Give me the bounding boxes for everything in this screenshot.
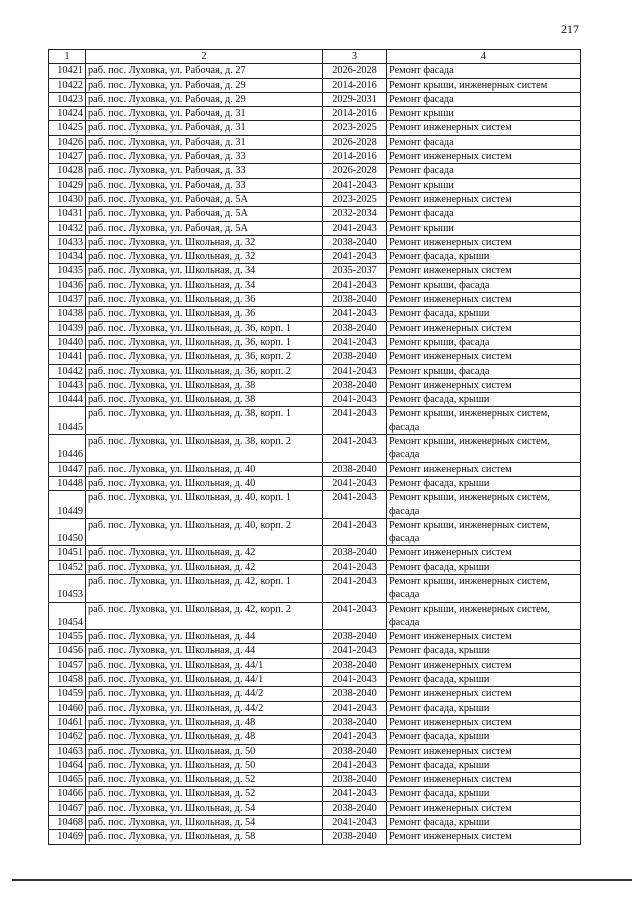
address-cell: раб. пос. Луховка, ул. Школьная, д. 36 <box>86 307 323 321</box>
table-row <box>49 335 581 349</box>
period-cell: 2041-2043 <box>323 393 387 407</box>
table-row <box>49 602 581 630</box>
work-type-cell: Ремонт фасада, крыши <box>387 673 581 687</box>
address-cell: раб. пос. Луховка, ул. Школьная, д. 36 <box>86 293 323 307</box>
period-cell: 2038-2040 <box>323 350 387 364</box>
address-cell: раб. пос. Луховка, ул. Школьная, д. 38, корп. 2 <box>86 435 323 463</box>
row-number-cell: 10458 <box>49 673 86 687</box>
work-type-cell: Ремонт крыши, инженерных систем, фасада <box>387 435 581 463</box>
address-cell: раб. пос. Луховка, ул. Школьная, д. 38, корп. 1 <box>86 407 323 435</box>
row-number-cell: 10453 <box>49 574 86 602</box>
period-cell: 2041-2043 <box>323 787 387 801</box>
row-number-cell: 10440 <box>49 335 86 349</box>
work-type-cell: Ремонт инженерных систем <box>387 658 581 672</box>
row-number-cell: 10456 <box>49 644 86 658</box>
work-type-cell: Ремонт фасада, крыши <box>387 560 581 574</box>
table-row <box>49 730 581 744</box>
row-number-cell: 10462 <box>49 730 86 744</box>
work-type-cell: Ремонт инженерных систем <box>387 235 581 249</box>
address-cell: раб. пос. Луховка, ул. Школьная, д. 36, корп. 1 <box>86 321 323 335</box>
row-number-cell: 10430 <box>49 192 86 206</box>
table-row <box>49 476 581 490</box>
address-cell: раб. пос. Луховка, ул. Школьная, д. 52 <box>86 773 323 787</box>
work-type-cell: Ремонт фасада, крыши <box>387 307 581 321</box>
table-row <box>49 816 581 830</box>
work-type-cell: Ремонт инженерных систем <box>387 121 581 135</box>
work-type-cell: Ремонт инженерных систем <box>387 687 581 701</box>
period-cell: 2023-2025 <box>323 192 387 206</box>
table-row <box>49 278 581 292</box>
period-cell: 2038-2040 <box>323 687 387 701</box>
table-row <box>49 407 581 435</box>
table-row <box>49 687 581 701</box>
work-type-cell: Ремонт инженерных систем <box>387 801 581 815</box>
table-row <box>49 135 581 149</box>
address-cell: раб. пос. Луховка, ул. Школьная, д. 48 <box>86 730 323 744</box>
table-row <box>49 462 581 476</box>
table-row <box>49 773 581 787</box>
period-cell: 2038-2040 <box>323 744 387 758</box>
address-cell: раб. пос. Луховка, ул. Рабочая, д. 31 <box>86 107 323 121</box>
table-row <box>49 658 581 672</box>
table-row <box>49 801 581 815</box>
period-cell: 2041-2043 <box>323 518 387 546</box>
work-type-cell: Ремонт фасада, крыши <box>387 701 581 715</box>
period-cell: 2041-2043 <box>323 701 387 715</box>
table-row <box>49 744 581 758</box>
row-number-cell: 10436 <box>49 278 86 292</box>
period-cell: 2038-2040 <box>323 321 387 335</box>
period-cell: 2038-2040 <box>323 658 387 672</box>
period-cell: 2032-2034 <box>323 207 387 221</box>
scan-edge-line <box>12 879 632 881</box>
table-row <box>49 207 581 221</box>
row-number-cell: 10466 <box>49 787 86 801</box>
table-row <box>49 164 581 178</box>
row-number-cell: 10459 <box>49 687 86 701</box>
row-number-cell: 10469 <box>49 830 86 844</box>
period-cell: 2041-2043 <box>323 221 387 235</box>
work-type-cell: Ремонт фасада <box>387 207 581 221</box>
period-cell: 2038-2040 <box>323 293 387 307</box>
address-cell: раб. пос. Луховка, ул. Школьная, д. 42, корп. 2 <box>86 602 323 630</box>
row-number-cell: 10433 <box>49 235 86 249</box>
work-type-cell: Ремонт фасада, крыши <box>387 787 581 801</box>
period-cell: 2041-2043 <box>323 278 387 292</box>
period-cell: 2041-2043 <box>323 730 387 744</box>
work-type-cell: Ремонт крыши, инженерных систем, фасада <box>387 602 581 630</box>
row-number-cell: 10455 <box>49 630 86 644</box>
table-row <box>49 364 581 378</box>
work-type-cell: Ремонт крыши, инженерных систем, фасада <box>387 574 581 602</box>
period-cell: 2041-2043 <box>323 491 387 519</box>
row-number-cell: 10429 <box>49 178 86 192</box>
row-number-cell: 10463 <box>49 744 86 758</box>
address-cell: раб. пос. Луховка, ул. Рабочая, д. 5А <box>86 221 323 235</box>
period-cell: 2041-2043 <box>323 574 387 602</box>
address-cell: раб. пос. Луховка, ул. Школьная, д. 50 <box>86 744 323 758</box>
table-row <box>49 264 581 278</box>
table-row <box>49 293 581 307</box>
period-cell: 2029-2031 <box>323 92 387 106</box>
address-cell: раб. пос. Луховка, ул. Школьная, д. 54 <box>86 801 323 815</box>
row-number-cell: 10443 <box>49 378 86 392</box>
table-row <box>49 235 581 249</box>
row-number-cell: 10424 <box>49 107 86 121</box>
period-cell: 2041-2043 <box>323 673 387 687</box>
period-cell: 2038-2040 <box>323 378 387 392</box>
work-type-cell: Ремонт крыши, инженерных систем, фасада <box>387 491 581 519</box>
row-number-cell: 10423 <box>49 92 86 106</box>
address-cell: раб. пос. Луховка, ул. Школьная, д. 42 <box>86 546 323 560</box>
row-number-cell: 10432 <box>49 221 86 235</box>
header-col-1: 1 <box>49 50 86 64</box>
row-number-cell: 10437 <box>49 293 86 307</box>
period-cell: 2041-2043 <box>323 307 387 321</box>
row-number-cell: 10422 <box>49 78 86 92</box>
address-cell: раб. пос. Луховка, ул. Школьная, д. 48 <box>86 715 323 729</box>
address-cell: раб. пос. Луховка, ул. Рабочая, д. 31 <box>86 135 323 149</box>
address-cell: раб. пос. Луховка, ул. Школьная, д. 36, корп. 2 <box>86 364 323 378</box>
address-cell: раб. пос. Луховка, ул. Школьная, д. 40 <box>86 462 323 476</box>
period-cell: 2014-2016 <box>323 107 387 121</box>
table-row <box>49 307 581 321</box>
work-type-cell: Ремонт крыши, инженерных систем, фасада <box>387 518 581 546</box>
work-type-cell: Ремонт фасада, крыши <box>387 644 581 658</box>
table-row <box>49 546 581 560</box>
work-type-cell: Ремонт фасада <box>387 64 581 78</box>
address-cell: раб. пос. Луховка, ул. Рабочая, д. 33 <box>86 178 323 192</box>
period-cell: 2035-2037 <box>323 264 387 278</box>
repair-schedule-table-container <box>48 49 580 845</box>
work-type-cell: Ремонт инженерных систем <box>387 773 581 787</box>
period-cell: 2041-2043 <box>323 364 387 378</box>
address-cell: раб. пос. Луховка, ул. Школьная, д. 44 <box>86 644 323 658</box>
work-type-cell: Ремонт крыши, инженерных систем <box>387 78 581 92</box>
table-row <box>49 673 581 687</box>
period-cell: 2014-2016 <box>323 150 387 164</box>
address-cell: раб. пос. Луховка, ул. Рабочая, д. 29 <box>86 92 323 106</box>
row-number-cell: 10457 <box>49 658 86 672</box>
period-cell: 2041-2043 <box>323 602 387 630</box>
table-row <box>49 321 581 335</box>
row-number-cell: 10441 <box>49 350 86 364</box>
work-type-cell: Ремонт крыши <box>387 107 581 121</box>
table-row <box>49 64 581 78</box>
row-number-cell: 10421 <box>49 64 86 78</box>
address-cell: раб. пос. Луховка, ул. Школьная, д. 44/2 <box>86 687 323 701</box>
work-type-cell: Ремонт инженерных систем <box>387 744 581 758</box>
period-cell: 2038-2040 <box>323 715 387 729</box>
table-row <box>49 758 581 772</box>
work-type-cell: Ремонт инженерных систем <box>387 715 581 729</box>
work-type-cell: Ремонт инженерных систем <box>387 150 581 164</box>
page-number: 217 <box>561 22 579 36</box>
row-number-cell: 10449 <box>49 491 86 519</box>
address-cell: раб. пос. Луховка, ул. Рабочая, д. 31 <box>86 121 323 135</box>
row-number-cell: 10438 <box>49 307 86 321</box>
table-row <box>49 107 581 121</box>
period-cell: 2023-2025 <box>323 121 387 135</box>
address-cell: раб. пос. Луховка, ул. Школьная, д. 34 <box>86 278 323 292</box>
address-cell: раб. пос. Луховка, ул. Школьная, д. 52 <box>86 787 323 801</box>
row-number-cell: 10448 <box>49 476 86 490</box>
work-type-cell: Ремонт крыши <box>387 178 581 192</box>
row-number-cell: 10461 <box>49 715 86 729</box>
table-row <box>49 491 581 519</box>
address-cell: раб. пос. Луховка, ул. Школьная, д. 34 <box>86 264 323 278</box>
period-cell: 2041-2043 <box>323 178 387 192</box>
period-cell: 2038-2040 <box>323 235 387 249</box>
table-row <box>49 192 581 206</box>
table-row <box>49 574 581 602</box>
row-number-cell: 10442 <box>49 364 86 378</box>
work-type-cell: Ремонт инженерных систем <box>387 630 581 644</box>
address-cell: раб. пос. Луховка, ул. Школьная, д. 44 <box>86 630 323 644</box>
address-cell: раб. пос. Луховка, ул. Рабочая, д. 27 <box>86 64 323 78</box>
address-cell: раб. пос. Луховка, ул. Школьная, д. 40, корп. 1 <box>86 491 323 519</box>
header-col-2: 2 <box>86 50 323 64</box>
work-type-cell: Ремонт крыши, фасада <box>387 335 581 349</box>
row-number-cell: 10452 <box>49 560 86 574</box>
table-body <box>49 64 581 844</box>
table-row <box>49 178 581 192</box>
period-cell: 2041-2043 <box>323 758 387 772</box>
period-cell: 2041-2043 <box>323 435 387 463</box>
work-type-cell: Ремонт фасада, крыши <box>387 758 581 772</box>
row-number-cell: 10467 <box>49 801 86 815</box>
header-col-3: 3 <box>323 50 387 64</box>
row-number-cell: 10435 <box>49 264 86 278</box>
table-row <box>49 221 581 235</box>
work-type-cell: Ремонт инженерных систем <box>387 350 581 364</box>
period-cell: 2041-2043 <box>323 476 387 490</box>
work-type-cell: Ремонт фасада <box>387 92 581 106</box>
address-cell: раб. пос. Луховка, ул. Школьная, д. 36, корп. 1 <box>86 335 323 349</box>
work-type-cell: Ремонт фасада, крыши <box>387 816 581 830</box>
table-row <box>49 393 581 407</box>
period-cell: 2038-2040 <box>323 546 387 560</box>
row-number-cell: 10468 <box>49 816 86 830</box>
work-type-cell: Ремонт инженерных систем <box>387 192 581 206</box>
row-number-cell: 10444 <box>49 393 86 407</box>
table-row <box>49 830 581 844</box>
period-cell: 2026-2028 <box>323 135 387 149</box>
row-number-cell: 10450 <box>49 518 86 546</box>
work-type-cell: Ремонт инженерных систем <box>387 462 581 476</box>
period-cell: 2026-2028 <box>323 64 387 78</box>
table-row <box>49 121 581 135</box>
row-number-cell: 10454 <box>49 602 86 630</box>
row-number-cell: 10427 <box>49 150 86 164</box>
address-cell: раб. пос. Луховка, ул. Школьная, д. 44/2 <box>86 701 323 715</box>
address-cell: раб. пос. Луховка, ул. Школьная, д. 32 <box>86 250 323 264</box>
table-row <box>49 78 581 92</box>
row-number-cell: 10447 <box>49 462 86 476</box>
work-type-cell: Ремонт фасада, крыши <box>387 250 581 264</box>
row-number-cell: 10446 <box>49 435 86 463</box>
address-cell: раб. пос. Луховка, ул. Рабочая, д. 33 <box>86 164 323 178</box>
table-row <box>49 644 581 658</box>
row-number-cell: 10465 <box>49 773 86 787</box>
work-type-cell: Ремонт инженерных систем <box>387 830 581 844</box>
address-cell: раб. пос. Луховка, ул. Школьная, д. 58 <box>86 830 323 844</box>
address-cell: раб. пос. Луховка, ул. Школьная, д. 54 <box>86 816 323 830</box>
work-type-cell: Ремонт крыши, фасада <box>387 364 581 378</box>
period-cell: 2041-2043 <box>323 644 387 658</box>
table-row <box>49 92 581 106</box>
period-cell: 2041-2043 <box>323 335 387 349</box>
period-cell: 2038-2040 <box>323 462 387 476</box>
table-row <box>49 630 581 644</box>
period-cell: 2014-2016 <box>323 78 387 92</box>
work-type-cell: Ремонт крыши <box>387 221 581 235</box>
address-cell: раб. пос. Луховка, ул. Школьная, д. 32 <box>86 235 323 249</box>
address-cell: раб. пос. Луховка, ул. Школьная, д. 44/1 <box>86 673 323 687</box>
work-type-cell: Ремонт фасада, крыши <box>387 730 581 744</box>
address-cell: раб. пос. Луховка, ул. Школьная, д. 40, корп. 2 <box>86 518 323 546</box>
period-cell: 2038-2040 <box>323 773 387 787</box>
table-row <box>49 435 581 463</box>
row-number-cell: 10439 <box>49 321 86 335</box>
table-row <box>49 787 581 801</box>
period-cell: 2038-2040 <box>323 830 387 844</box>
table-row <box>49 701 581 715</box>
work-type-cell: Ремонт крыши, фасада <box>387 278 581 292</box>
table-row <box>49 715 581 729</box>
work-type-cell: Ремонт крыши, инженерных систем, фасада <box>387 407 581 435</box>
repair-schedule-table <box>48 49 581 845</box>
work-type-cell: Ремонт фасада <box>387 164 581 178</box>
work-type-cell: Ремонт инженерных систем <box>387 293 581 307</box>
row-number-cell: 10445 <box>49 407 86 435</box>
period-cell: 2041-2043 <box>323 250 387 264</box>
address-cell: раб. пос. Луховка, ул. Школьная, д. 38 <box>86 393 323 407</box>
row-number-cell: 10431 <box>49 207 86 221</box>
header-row <box>49 50 581 64</box>
work-type-cell: Ремонт инженерных систем <box>387 546 581 560</box>
work-type-cell: Ремонт инженерных систем <box>387 321 581 335</box>
work-type-cell: Ремонт инженерных систем <box>387 264 581 278</box>
address-cell: раб. пос. Луховка, ул. Рабочая, д. 29 <box>86 78 323 92</box>
address-cell: раб. пос. Луховка, ул. Рабочая, д. 5А <box>86 192 323 206</box>
period-cell: 2041-2043 <box>323 407 387 435</box>
row-number-cell: 10426 <box>49 135 86 149</box>
row-number-cell: 10425 <box>49 121 86 135</box>
period-cell: 2041-2043 <box>323 816 387 830</box>
address-cell: раб. пос. Луховка, ул. Школьная, д. 50 <box>86 758 323 772</box>
period-cell: 2041-2043 <box>323 560 387 574</box>
address-cell: раб. пос. Луховка, ул. Школьная, д. 42 <box>86 560 323 574</box>
table-header <box>49 50 581 64</box>
period-cell: 2038-2040 <box>323 801 387 815</box>
row-number-cell: 10464 <box>49 758 86 772</box>
work-type-cell: Ремонт инженерных систем <box>387 378 581 392</box>
header-col-4: 4 <box>387 50 581 64</box>
row-number-cell: 10428 <box>49 164 86 178</box>
address-cell: раб. пос. Луховка, ул. Школьная, д. 40 <box>86 476 323 490</box>
address-cell: раб. пос. Луховка, ул. Рабочая, д. 5А <box>86 207 323 221</box>
table-row <box>49 150 581 164</box>
address-cell: раб. пос. Луховка, ул. Школьная, д. 38 <box>86 378 323 392</box>
row-number-cell: 10451 <box>49 546 86 560</box>
table-row <box>49 560 581 574</box>
table-row <box>49 250 581 264</box>
work-type-cell: Ремонт фасада <box>387 135 581 149</box>
address-cell: раб. пос. Луховка, ул. Рабочая, д. 33 <box>86 150 323 164</box>
work-type-cell: Ремонт фасада, крыши <box>387 393 581 407</box>
address-cell: раб. пос. Луховка, ул. Школьная, д. 42, корп. 1 <box>86 574 323 602</box>
work-type-cell: Ремонт фасада, крыши <box>387 476 581 490</box>
address-cell: раб. пос. Луховка, ул. Школьная, д. 36, корп. 2 <box>86 350 323 364</box>
row-number-cell: 10460 <box>49 701 86 715</box>
period-cell: 2038-2040 <box>323 630 387 644</box>
row-number-cell: 10434 <box>49 250 86 264</box>
address-cell: раб. пос. Луховка, ул. Школьная, д. 44/1 <box>86 658 323 672</box>
table-row <box>49 518 581 546</box>
table-row <box>49 350 581 364</box>
table-row <box>49 378 581 392</box>
period-cell: 2026-2028 <box>323 164 387 178</box>
